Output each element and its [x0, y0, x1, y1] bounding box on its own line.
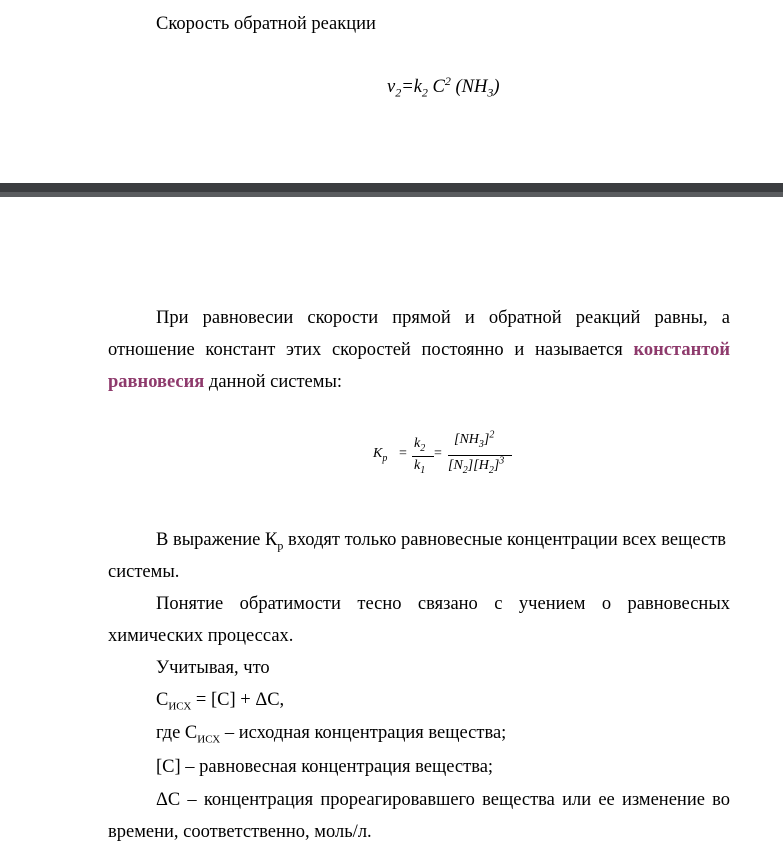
paragraph-line: При равновесии скорости прямой и обратной реакций равны, а: [156, 308, 730, 328]
definition-line: [C] – равновесная концентрация вещества;: [156, 757, 494, 777]
paragraph-line: Учитывая, что: [156, 658, 270, 678]
paragraph-line: химических процессах.: [108, 626, 294, 646]
paragraph-line: Понятие обратимости тесно связано с учением о равновесных: [156, 594, 730, 614]
equals-sign: =: [434, 446, 442, 461]
paragraph-line: равновесия данной системы:: [108, 372, 343, 392]
definition-line: где $С_{ИСХ}$ – исходная концентрация вещества;: [156, 723, 507, 746]
highlight-term: константой: [633, 340, 730, 360]
concentration-fraction: $[NH_3]^2$ $[N_2][H_2]^3$: [448, 430, 512, 476]
highlight-term: равновесия: [108, 372, 205, 392]
definition-line: времени, соответственно, моль/л.: [108, 822, 372, 842]
concentration-equation: $С_{ИСХ} = [C] + \Delta C$,: [156, 690, 285, 713]
paragraph-line: отношение констант этих скоростей постоянно и называется константой: [108, 340, 730, 360]
kp-symbol: $K_p$: [373, 446, 388, 464]
rate-constant-fraction: $k_2$ $k_1$: [412, 436, 434, 476]
definition-line: ΔC – концентрация прореагировавшего вещества или ее изменение во: [156, 790, 730, 810]
reverse-rate-formula: $v_2=k_2$ $C^2$ $(NH_3)$: [387, 73, 500, 100]
section-heading: Скорость обратной реакции: [156, 14, 376, 34]
paragraph-line: системы.: [108, 562, 180, 582]
equals-sign: =: [399, 446, 407, 461]
paragraph-line: В выражение $К_р$ входят только равновесные концентрации всех веществ: [156, 530, 727, 553]
page-divider: [0, 183, 783, 197]
